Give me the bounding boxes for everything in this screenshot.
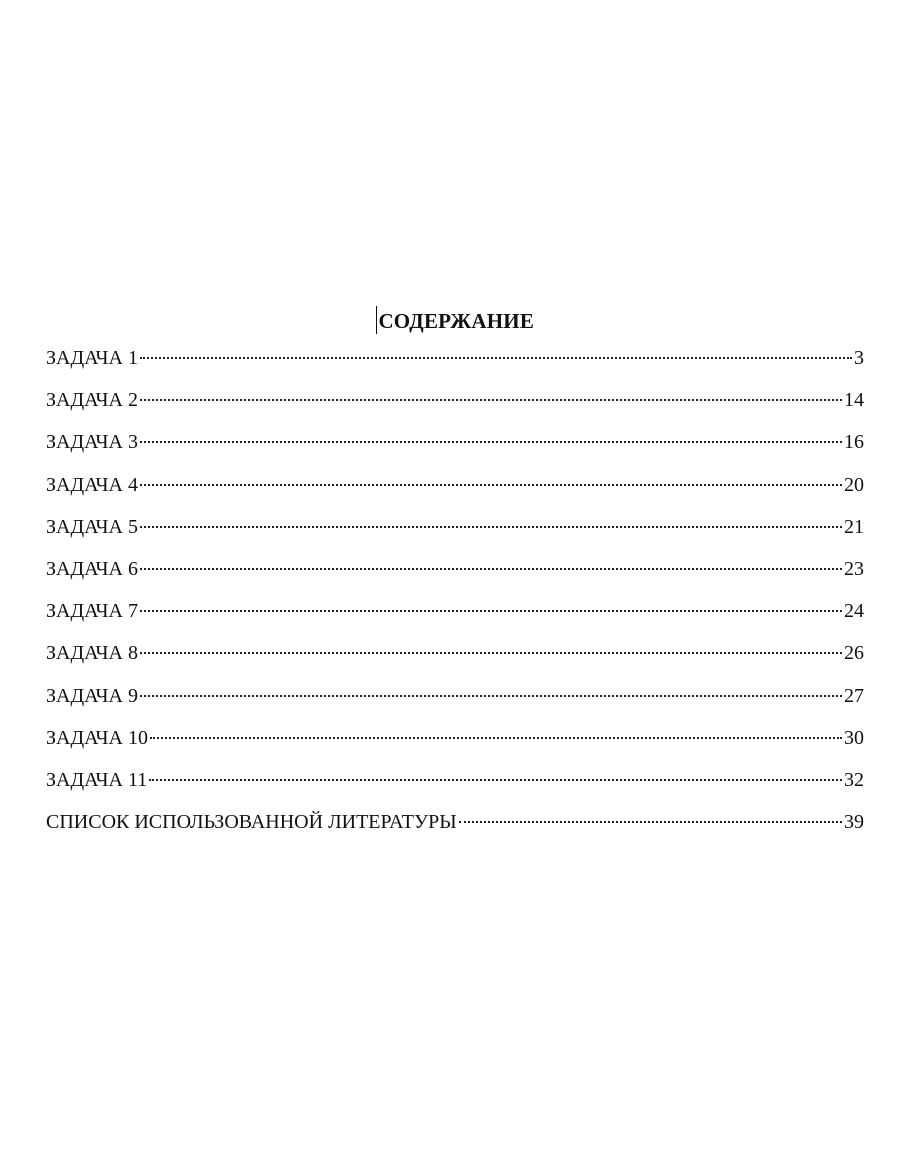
dot-leader [140, 526, 842, 528]
toc-entry-label: ЗАДАЧА 5 [46, 515, 138, 538]
toc-entry-label: ЗАДАЧА 4 [46, 473, 138, 496]
toc-entry-page: 39 [844, 811, 864, 834]
toc-entry-label: ЗАДАЧА 9 [46, 684, 138, 707]
toc-entry-page: 24 [844, 600, 864, 623]
toc-entry-label: ЗАДАЧА 8 [46, 642, 138, 665]
toc-entry-11[interactable] [46, 766, 864, 808]
toc-entry-3[interactable] [46, 428, 864, 470]
dot-leader [459, 821, 842, 823]
toc-entry-label: ЗАДАЧА 3 [46, 431, 138, 454]
toc-entry-page: 23 [844, 557, 864, 580]
toc-entry-6[interactable] [46, 555, 864, 597]
dot-leader [140, 357, 852, 359]
toc-entry-7[interactable] [46, 597, 864, 639]
toc-entry-label: ЗАДАЧА 2 [46, 389, 138, 412]
toc-entry-label: ЗАДАЧА 6 [46, 557, 138, 580]
dot-leader [140, 695, 842, 697]
toc-entry-page: 21 [844, 515, 864, 538]
toc-entry-9[interactable] [46, 682, 864, 724]
dot-leader [149, 779, 842, 781]
toc-title [0, 306, 910, 335]
toc-entry-10[interactable] [46, 724, 864, 766]
toc-entry-page: 32 [844, 768, 864, 791]
toc-entry-label: ЗАДАЧА 7 [46, 600, 138, 623]
toc-entry-1[interactable] [46, 344, 864, 386]
toc-entry-8[interactable] [46, 639, 864, 681]
toc-entry-5[interactable] [46, 513, 864, 555]
toc-entry-label: ЗАДАЧА 1 [46, 347, 138, 369]
toc-entry-page: 14 [844, 389, 864, 412]
toc-entry-page: 27 [844, 684, 864, 707]
dot-leader [140, 441, 842, 443]
dot-leader [140, 484, 842, 486]
toc-entry-page: 20 [844, 473, 864, 496]
dot-leader [140, 568, 842, 570]
toc-entry-references[interactable] [46, 808, 864, 850]
toc-entry-page: 16 [844, 431, 864, 454]
dot-leader [140, 652, 842, 654]
toc-title-text: СОДЕРЖАНИЕ [378, 309, 535, 333]
dot-leader [140, 399, 842, 401]
toc-entry-label: ЗАДАЧА 10 [46, 726, 148, 749]
dot-leader [140, 610, 842, 612]
toc-entry-page: 30 [844, 726, 864, 749]
toc-entry-label: ЗАДАЧА 11 [46, 768, 148, 791]
toc-list [46, 344, 864, 850]
toc-entry-page: 3 [854, 347, 864, 369]
dot-leader [150, 737, 842, 739]
toc-entry-page: 26 [844, 642, 864, 665]
toc-entry-4[interactable] [46, 471, 864, 513]
toc-entry-2[interactable] [46, 386, 864, 428]
toc-entry-label: СПИСОК ИСПОЛЬЗОВАННОЙ ЛИТЕРАТУРЫ [46, 811, 457, 834]
